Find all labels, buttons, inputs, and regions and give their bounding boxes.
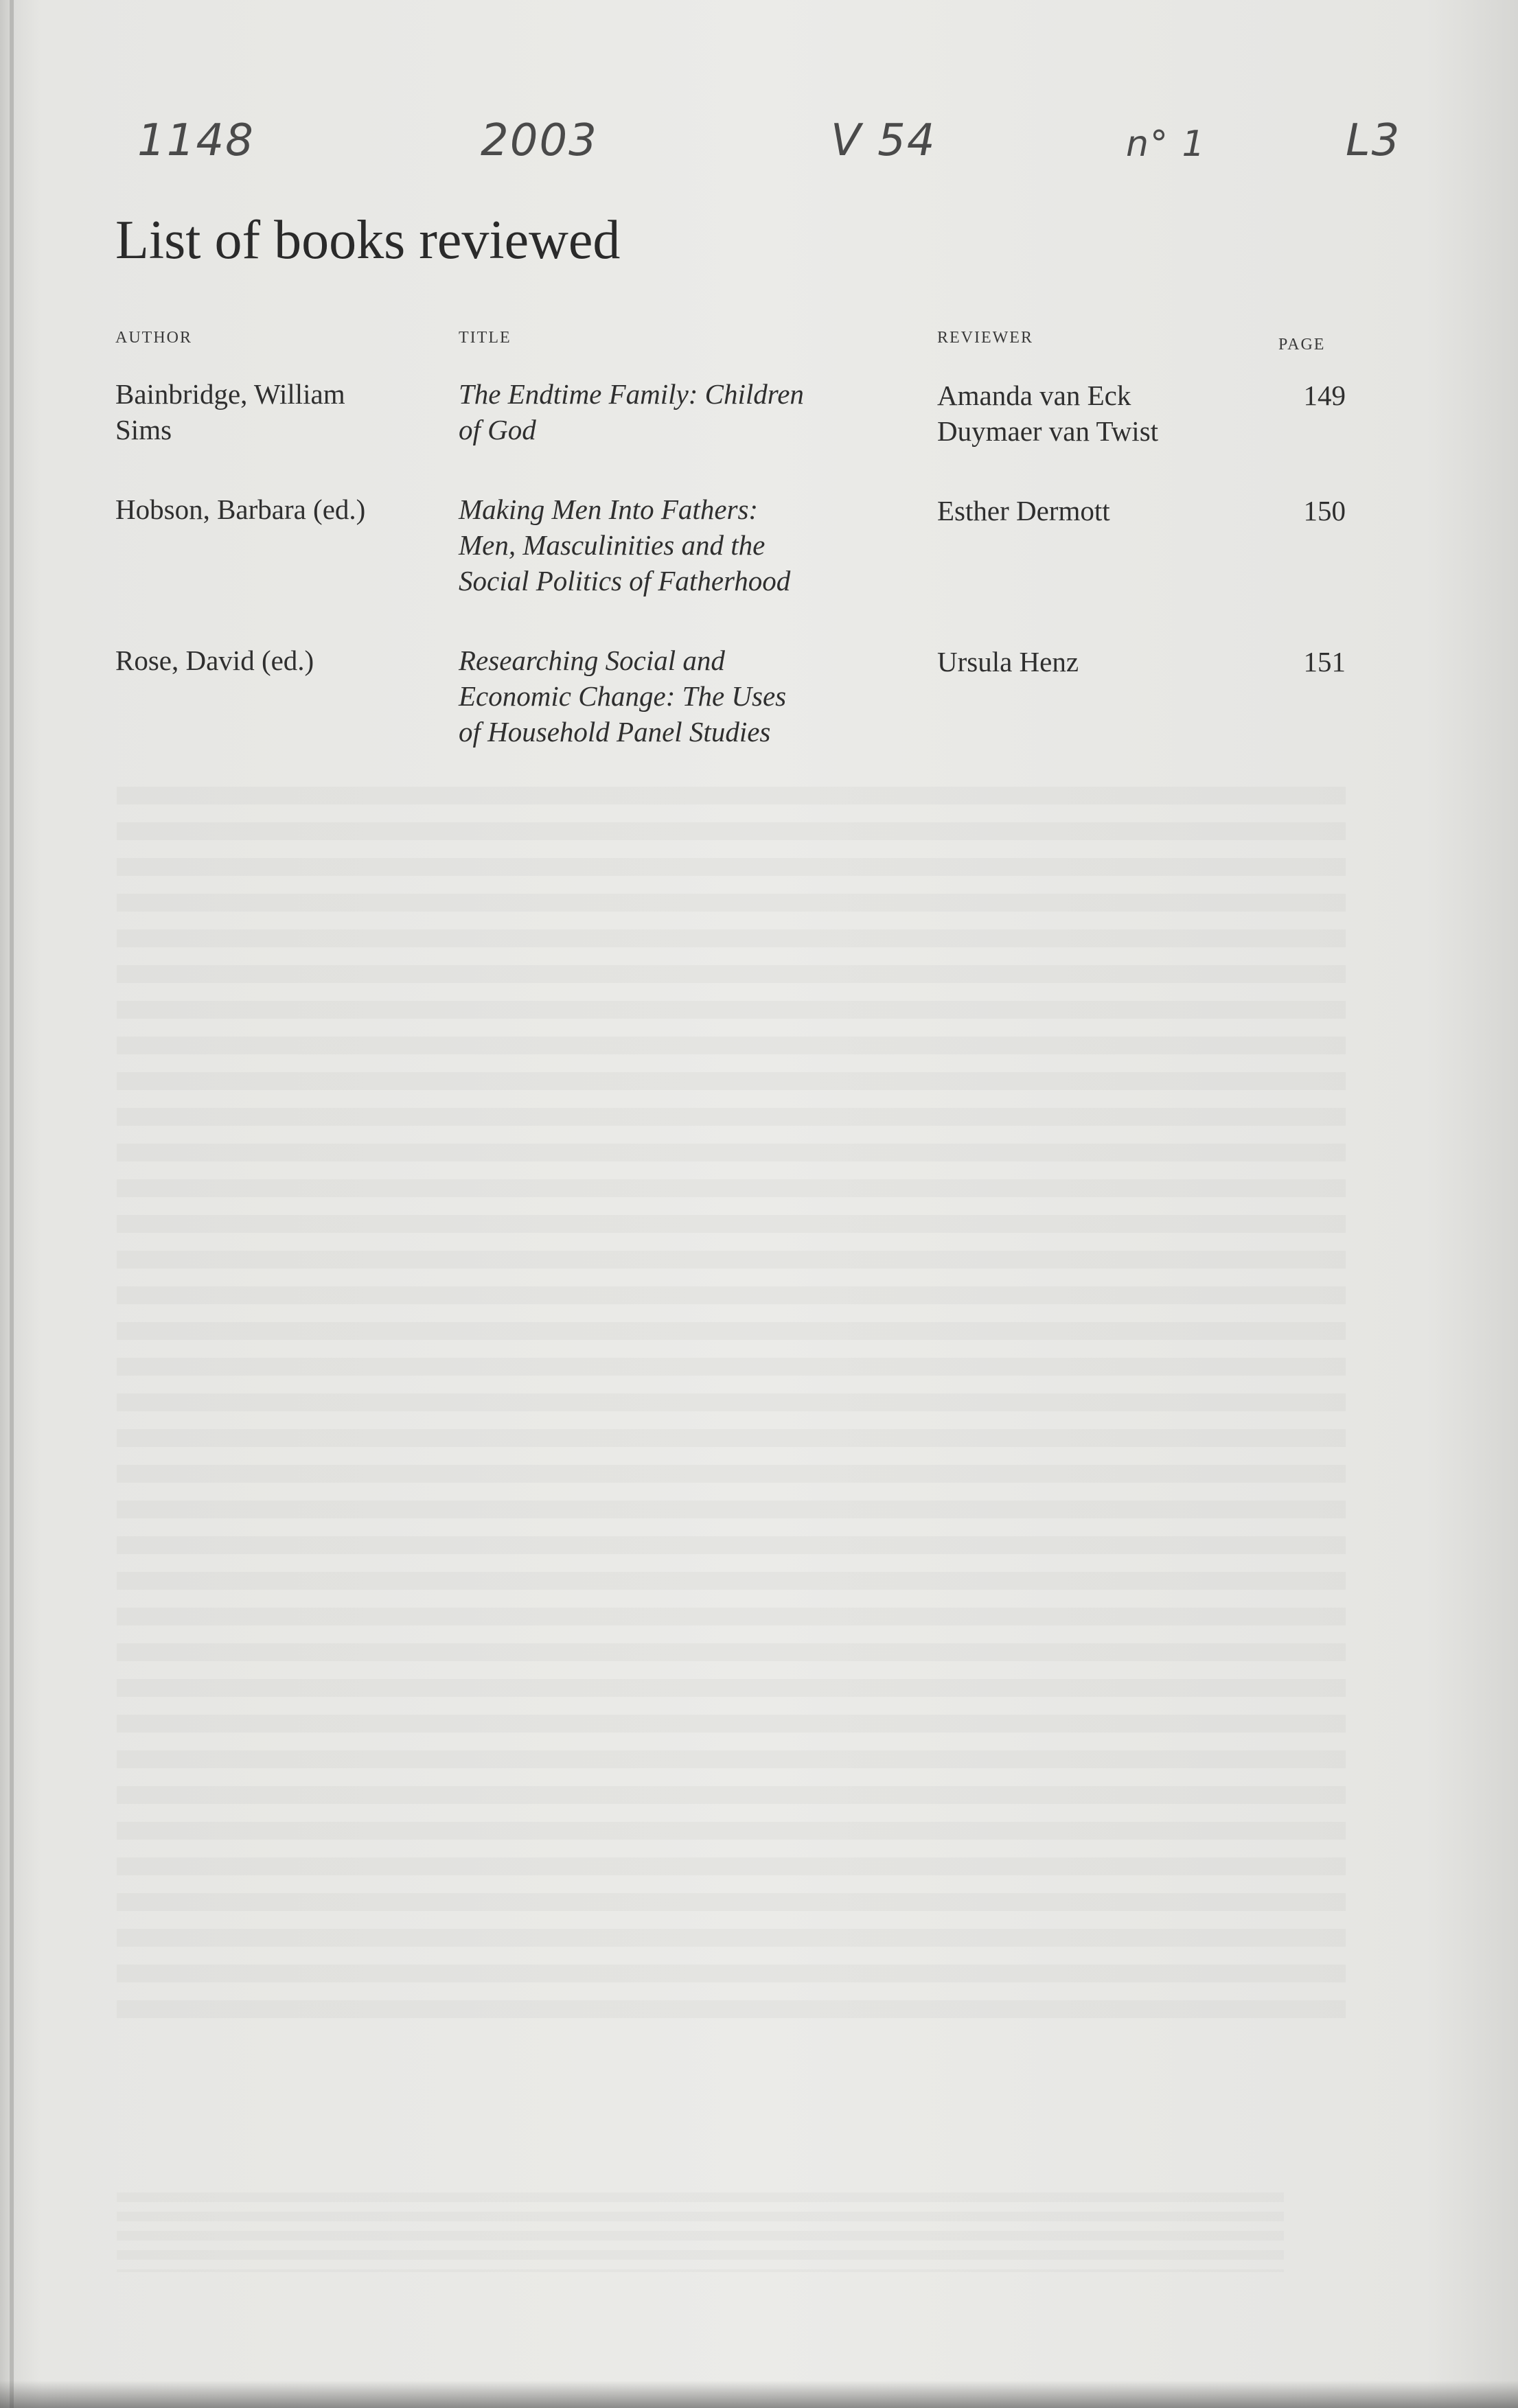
page-spine-shadow (10, 0, 14, 2408)
title-line: of Household Panel Studies (459, 716, 771, 748)
author-line: Sims (115, 414, 172, 445)
author-line: Bainbridge, William (115, 378, 345, 410)
row-reviewer (937, 644, 1079, 680)
row-author (115, 642, 314, 678)
author-line: Hobson, Barbara (ed.) (115, 494, 366, 525)
column-header-reviewer: reviewer (937, 323, 1033, 348)
row-author (115, 491, 365, 527)
reviewer-line: Ursula Henz (937, 646, 1079, 678)
handwritten-note-1: 1148 (137, 115, 255, 166)
row-title (459, 642, 786, 750)
title-line: Researching Social and (459, 645, 725, 676)
column-header-page: page (1278, 329, 1326, 355)
title-line: of God (459, 414, 536, 445)
row-reviewer (937, 378, 1158, 449)
author-line: Rose, David (ed.) (115, 645, 314, 676)
column-header-author: author (115, 323, 192, 348)
page-title: List of books reviewed (115, 210, 621, 270)
title-line: Men, Masculinities and the (459, 529, 766, 561)
reviewer-line: Esther Dermott (937, 495, 1110, 526)
show-through-footnote (117, 2183, 1284, 2272)
row-page-number: 149 (1303, 380, 1346, 411)
row-title (459, 376, 804, 448)
row-author (115, 376, 345, 448)
title-line: Making Men Into Fathers: (459, 494, 759, 525)
row-page-number: 150 (1303, 495, 1346, 526)
row-page-number: 151 (1303, 646, 1346, 678)
row-title (459, 491, 790, 599)
title-line: Social Politics of Fatherhood (459, 565, 791, 597)
reviewer-line: Duymaer van Twist (937, 415, 1159, 447)
title-line: Economic Change: The Uses (459, 680, 787, 712)
handwritten-note-5: L3 (1346, 115, 1401, 166)
handwritten-note-4: n° 1 (1126, 124, 1206, 165)
page-bottom-shadow (0, 2381, 1518, 2408)
title-line: The Endtime Family: Children (459, 378, 804, 410)
column-header-title: title (459, 323, 511, 348)
show-through-text (117, 769, 1346, 2032)
handwritten-note-3: V 54 (831, 115, 936, 166)
row-reviewer (937, 493, 1110, 529)
reviewer-line: Amanda van Eck (937, 380, 1131, 411)
handwritten-note-2: 2003 (481, 115, 598, 166)
